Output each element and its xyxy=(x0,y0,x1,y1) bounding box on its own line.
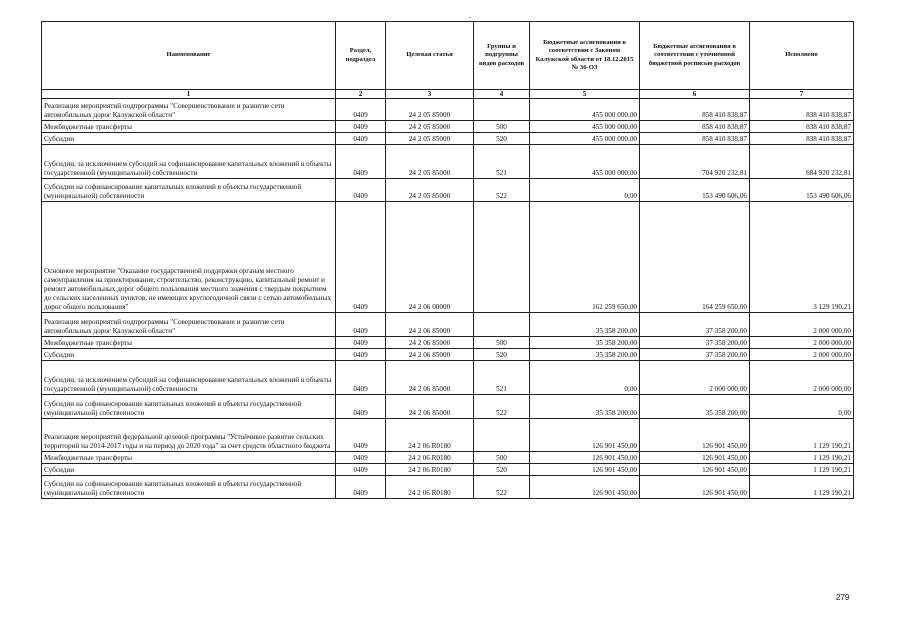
table-row xyxy=(42,133,854,145)
cell-name: Субсидии на софинансирование капитальных вложений в объекты государственной (муниципальной) собственности xyxy=(42,395,336,419)
column-number: 1 xyxy=(42,90,336,99)
cell-section: 0409 xyxy=(336,202,386,313)
cell-budget: 0,00 xyxy=(530,179,640,202)
cell-refined: 153 490 606,06 xyxy=(640,179,750,202)
cell-target: 24 2 06 85000 xyxy=(386,349,474,361)
cell-group: 521 xyxy=(474,145,530,179)
cell-name: Субсидии xyxy=(42,349,336,361)
cell-refined: 164 259 650,00 xyxy=(640,202,750,313)
cell-name: Субсидии xyxy=(42,133,336,145)
table-row xyxy=(42,476,854,499)
cell-refined: 858 410 838,87 xyxy=(640,99,750,121)
cell-executed: 838 410 838,87 xyxy=(750,99,854,121)
header-row xyxy=(42,22,854,90)
table-row xyxy=(42,202,854,313)
cell-name: Основное мероприятие "Оказание государственной поддержки органам местного самоуправления на проектирование, строительство, реконструкцию, капитальный ремонт и ремонт автомобильных дорог общего пользования местного значения с твердым покрытием до сельских населенных пунктов, не имеющих круглогодичной связи с сетью автомобильных дорог общего пользования" xyxy=(42,202,336,313)
cell-group: 522 xyxy=(474,476,530,499)
cell-target: 24 2 06 85000 xyxy=(386,395,474,419)
table-row xyxy=(42,179,854,202)
cell-group: 520 xyxy=(474,133,530,145)
cell-budget: 162 259 650,00 xyxy=(530,202,640,313)
cell-group xyxy=(474,419,530,452)
cell-group: 500 xyxy=(474,121,530,133)
cell-section: 0409 xyxy=(336,179,386,202)
cell-group: 522 xyxy=(474,395,530,419)
cell-name: Субсидии на софинансирование капитальных вложений в объекты государственной (муниципальной) собственности xyxy=(42,179,336,202)
cell-group xyxy=(474,313,530,337)
cell-budget: 455 000 000,00 xyxy=(530,99,640,121)
cell-section: 0409 xyxy=(336,121,386,133)
cell-executed: 838 410 838,87 xyxy=(750,133,854,145)
cell-budget: 455 000 000,00 xyxy=(530,145,640,179)
table-row xyxy=(42,395,854,419)
cell-target: 24 2 06 R0180 xyxy=(386,419,474,452)
cell-name: Реализация мероприятий федеральной целевой программы "Устойчивое развитие сельских территорий на 2014-2017 годы и на период до 2020 года" за счет средств областного бюджета xyxy=(42,419,336,452)
header-target: Целевая статья xyxy=(386,22,474,90)
cell-budget: 455 000 000,00 xyxy=(530,121,640,133)
header-name: Наименование xyxy=(42,22,336,90)
cell-target: 24 2 05 85000 xyxy=(386,179,474,202)
column-number: 6 xyxy=(640,90,750,99)
cell-group: 521 xyxy=(474,361,530,395)
cell-section: 0409 xyxy=(336,99,386,121)
cell-executed: 2 000 000,00 xyxy=(750,337,854,349)
cell-executed: 838 410 838,87 xyxy=(750,121,854,133)
column-number-row xyxy=(42,90,854,99)
cell-budget: 126 901 450,00 xyxy=(530,452,640,464)
cell-budget: 35 358 200,00 xyxy=(530,337,640,349)
column-number: 3 xyxy=(386,90,474,99)
cell-section: 0409 xyxy=(336,337,386,349)
cell-target: 24 2 05 85000 xyxy=(386,99,474,121)
cell-refined: 126 901 450,00 xyxy=(640,452,750,464)
cell-section: 0409 xyxy=(336,464,386,476)
cell-target: 24 2 06 85000 xyxy=(386,361,474,395)
cell-budget: 126 901 450,00 xyxy=(530,464,640,476)
cell-name: Субсидии, за исключением субсидий на софинансирование капитальных вложений в объекты государственной (муниципальной) собственности xyxy=(42,361,336,395)
cell-refined: 858 410 838,87 xyxy=(640,133,750,145)
cell-refined: 126 901 450,00 xyxy=(640,464,750,476)
cell-executed: 1 129 190,21 xyxy=(750,419,854,452)
cell-refined: 37 358 200,00 xyxy=(640,349,750,361)
page-number: 279 xyxy=(836,593,850,602)
cell-name: Реализация мероприятий подпрограммы "Совершенствование и развитие сети автомобильных дорог Калужской области" xyxy=(42,99,336,121)
table-row xyxy=(42,349,854,361)
cell-target: 24 2 06 85000 xyxy=(386,313,474,337)
cell-budget: 0,00 xyxy=(530,361,640,395)
cell-target: 24 2 06 R0180 xyxy=(386,464,474,476)
cell-group: 500 xyxy=(474,452,530,464)
cell-group xyxy=(474,99,530,121)
cell-target: 24 2 06 85000 xyxy=(386,337,474,349)
cell-budget: 35 358 200,00 xyxy=(530,349,640,361)
table-row xyxy=(42,145,854,179)
cell-refined: 37 358 200,00 xyxy=(640,313,750,337)
cell-target: 24 2 06 R0180 xyxy=(386,452,474,464)
cell-group: 520 xyxy=(474,464,530,476)
column-number: 2 xyxy=(336,90,386,99)
cell-budget: 126 901 450,00 xyxy=(530,419,640,452)
cell-budget: 455 000 000,00 xyxy=(530,133,640,145)
header-group: Группы и подгруппы видов расходов xyxy=(474,22,530,90)
table-row xyxy=(42,452,854,464)
cell-name: Межбюджетные трансферты xyxy=(42,337,336,349)
cell-group: 520 xyxy=(474,349,530,361)
cell-refined: 126 901 450,00 xyxy=(640,419,750,452)
cell-executed: 2 000 000,00 xyxy=(750,361,854,395)
cell-name: Реализация мероприятий подпрограммы "Совершенствование и развитие сети автомобильных дорог Калужской области" xyxy=(42,313,336,337)
table-row xyxy=(42,419,854,452)
cell-section: 0409 xyxy=(336,313,386,337)
cell-section: 0409 xyxy=(336,419,386,452)
cell-refined: 704 920 232,81 xyxy=(640,145,750,179)
cell-refined: 37 358 200,00 xyxy=(640,337,750,349)
cell-refined: 35 358 200,00 xyxy=(640,395,750,419)
cell-executed: 3 129 190,21 xyxy=(750,202,854,313)
cell-section: 0409 xyxy=(336,452,386,464)
cell-executed: 153 490 606,06 xyxy=(750,179,854,202)
cell-budget: 126 901 450,00 xyxy=(530,476,640,499)
cell-name: Субсидии на софинансирование капитальных вложений в объекты государственной (муниципальной) собственности xyxy=(42,476,336,499)
column-number: 4 xyxy=(474,90,530,99)
cell-group xyxy=(474,202,530,313)
cell-section: 0409 xyxy=(336,395,386,419)
cell-section: 0409 xyxy=(336,349,386,361)
cell-section: 0409 xyxy=(336,145,386,179)
cell-executed: 1 129 190,21 xyxy=(750,452,854,464)
cell-section: 0409 xyxy=(336,133,386,145)
cell-budget: 35 358 200,00 xyxy=(530,395,640,419)
budget-table xyxy=(41,21,854,499)
cell-executed: 684 920 232,81 xyxy=(750,145,854,179)
cell-target: 24 2 06 R0180 xyxy=(386,476,474,499)
table-row xyxy=(42,313,854,337)
cell-section: 0409 xyxy=(336,361,386,395)
cell-executed: 1 129 190,21 xyxy=(750,476,854,499)
cell-section: 0409 xyxy=(336,476,386,499)
cell-group: 500 xyxy=(474,337,530,349)
cell-refined: 2 000 000,00 xyxy=(640,361,750,395)
header-refined: Бюджетные ассигнования в соответствии с уточненной бюджетной росписью расходов xyxy=(640,22,750,90)
table-row xyxy=(42,361,854,395)
scan-mark xyxy=(469,17,471,18)
cell-name: Межбюджетные трансферты xyxy=(42,452,336,464)
cell-executed: 1 129 190,21 xyxy=(750,464,854,476)
column-number: 5 xyxy=(530,90,640,99)
cell-refined: 126 901 450,00 xyxy=(640,476,750,499)
cell-target: 24 2 05 85000 xyxy=(386,133,474,145)
cell-name: Межбюджетные трансферты xyxy=(42,121,336,133)
cell-target: 24 2 05 85000 xyxy=(386,145,474,179)
header-budget: Бюджетные ассигнования в соответствии с Законом Калужской области от 18.12.2015 № 36-ОЗ xyxy=(530,22,640,90)
cell-executed: 2 000 000,00 xyxy=(750,313,854,337)
table-row xyxy=(42,464,854,476)
cell-group: 522 xyxy=(474,179,530,202)
cell-executed: 0,00 xyxy=(750,395,854,419)
header-section: Раздел, подраздел xyxy=(336,22,386,90)
cell-target: 24 2 06 00000 xyxy=(386,202,474,313)
column-number: 7 xyxy=(750,90,854,99)
table-row xyxy=(42,99,854,121)
table-row xyxy=(42,121,854,133)
table-body xyxy=(42,99,854,499)
cell-target: 24 2 05 85000 xyxy=(386,121,474,133)
cell-executed: 2 000 000,00 xyxy=(750,349,854,361)
header-executed: Исполнено xyxy=(750,22,854,90)
cell-budget: 35 358 200,00 xyxy=(530,313,640,337)
cell-refined: 858 410 838,87 xyxy=(640,121,750,133)
cell-name: Субсидии, за исключением субсидий на софинансирование капитальных вложений в объекты государственной (муниципальной) собственности xyxy=(42,145,336,179)
cell-name: Субсидии xyxy=(42,464,336,476)
table-row xyxy=(42,337,854,349)
